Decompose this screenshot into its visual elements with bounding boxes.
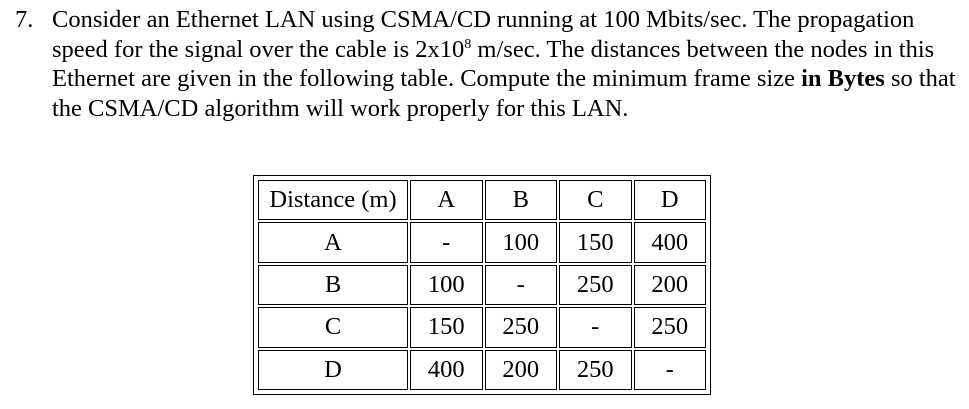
table-row — [258, 307, 706, 347]
distance-table — [256, 178, 708, 392]
table-cell: - — [559, 307, 632, 347]
table-cell: 200 — [485, 350, 558, 390]
question-block — [15, 5, 960, 123]
header-cell: C — [559, 180, 632, 220]
table-cell: 200 — [634, 265, 707, 305]
question-line-4: the CSMA/CD algorithm will work properly for this LAN. — [52, 94, 629, 122]
question-number: 7. — [15, 6, 34, 33]
question-line-3-text: Ethernet are given in the following table. Compute the minimum frame size — [52, 65, 802, 92]
row-label: B — [258, 265, 408, 305]
question-line-2-text: speed for the signal over the cable is 2x10 — [52, 35, 465, 63]
row-label: C — [258, 307, 408, 347]
table-cell: 250 — [559, 350, 632, 390]
table-row — [258, 350, 706, 390]
table-cell: 400 — [634, 222, 707, 262]
table-cell: 250 — [559, 265, 632, 305]
table-cell: 250 — [485, 307, 558, 347]
bold-emphasis: in Bytes — [801, 65, 885, 92]
table-row — [258, 222, 706, 262]
table-header-row — [258, 180, 706, 220]
table-cell: 400 — [410, 350, 483, 390]
table-cell: - — [485, 265, 558, 305]
distance-table-frame — [253, 175, 711, 395]
table-cell: 150 — [410, 307, 483, 347]
question-line-3-rest: so that — [884, 65, 956, 92]
question-line-2 — [52, 35, 960, 65]
question-line-3 — [52, 64, 960, 94]
table-cell: 150 — [559, 222, 632, 262]
table-cell: 100 — [410, 265, 483, 305]
table-cell: - — [410, 222, 483, 262]
header-cell: Distance (m) — [258, 180, 408, 220]
header-cell: D — [634, 180, 707, 220]
table-row — [258, 265, 706, 305]
question-line-2-rest: m/sec. The distances between the nodes in this — [471, 35, 935, 63]
table-cell: - — [634, 350, 707, 390]
question-text — [52, 5, 960, 123]
table-cell: 100 — [485, 222, 558, 262]
row-label: D — [258, 350, 408, 390]
exponent: 8 — [464, 36, 472, 52]
header-cell: B — [485, 180, 558, 220]
table-cell: 250 — [634, 307, 707, 347]
header-cell: A — [410, 180, 483, 220]
row-label: A — [258, 222, 408, 262]
question-line-1: Consider an Ethernet LAN using CSMA/CD running at 100 Mbits/sec. The propagation — [52, 6, 915, 33]
